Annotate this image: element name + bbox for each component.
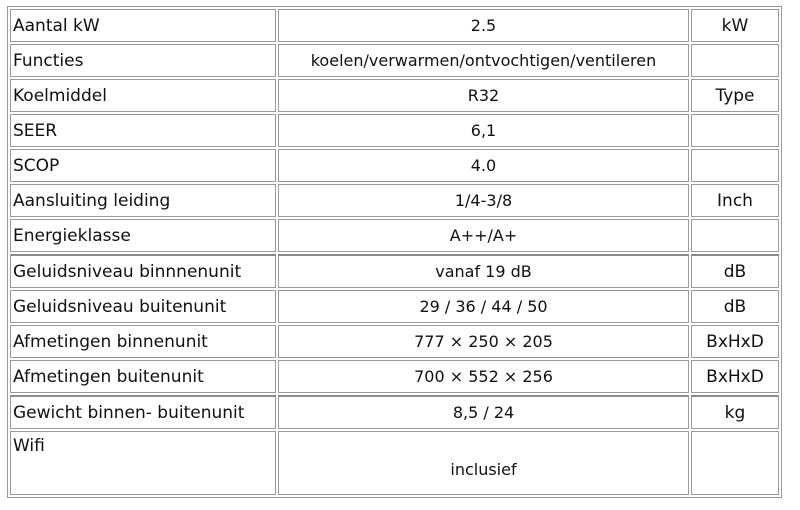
row-value: R32 bbox=[278, 79, 689, 112]
row-label: Geluidsniveau buitenunit bbox=[10, 290, 276, 323]
table-row bbox=[10, 219, 779, 252]
row-value: vanaf 19 dB bbox=[278, 254, 689, 288]
row-unit: kg bbox=[691, 395, 779, 429]
row-label: SEER bbox=[10, 114, 276, 147]
row-unit: dB bbox=[691, 254, 779, 288]
row-value: koelen/verwarmen/ontvochtigen/ventileren bbox=[278, 44, 689, 77]
row-value: inclusief bbox=[278, 431, 689, 495]
row-label: Functies bbox=[10, 44, 276, 77]
row-label: Energieklasse bbox=[10, 219, 276, 252]
row-label: Geluidsniveau binnnenunit bbox=[10, 254, 276, 288]
row-unit bbox=[691, 219, 779, 252]
row-value: 8,5 / 24 bbox=[278, 395, 689, 429]
table-row bbox=[10, 325, 779, 358]
table-row bbox=[10, 114, 779, 147]
row-value: 1/4-3/8 bbox=[278, 184, 689, 217]
table-row bbox=[10, 149, 779, 182]
table-row bbox=[10, 395, 779, 429]
row-label: Wifi bbox=[10, 431, 276, 495]
row-label: Koelmiddel bbox=[10, 79, 276, 112]
row-unit: dB bbox=[691, 290, 779, 323]
row-unit bbox=[691, 44, 779, 77]
table-row bbox=[10, 360, 779, 393]
row-unit bbox=[691, 149, 779, 182]
row-unit: kW bbox=[691, 9, 779, 42]
specifications-table bbox=[7, 6, 782, 498]
row-unit: BxHxD bbox=[691, 360, 779, 393]
row-value: 2.5 bbox=[278, 9, 689, 42]
table-row bbox=[10, 290, 779, 323]
table-row bbox=[10, 44, 779, 77]
row-value: 29 / 36 / 44 / 50 bbox=[278, 290, 689, 323]
row-unit bbox=[691, 431, 779, 495]
row-value: 700 × 552 × 256 bbox=[278, 360, 689, 393]
row-value: 777 × 250 × 205 bbox=[278, 325, 689, 358]
table-row bbox=[10, 431, 779, 495]
table-row bbox=[10, 9, 779, 42]
row-unit: Inch bbox=[691, 184, 779, 217]
row-label: Aantal kW bbox=[10, 9, 276, 42]
table-row bbox=[10, 79, 779, 112]
row-label: Gewicht binnen- buitenunit bbox=[10, 395, 276, 429]
row-value: 6,1 bbox=[278, 114, 689, 147]
row-unit: Type bbox=[691, 79, 779, 112]
row-value: A++/A+ bbox=[278, 219, 689, 252]
row-unit: BxHxD bbox=[691, 325, 779, 358]
table-row bbox=[10, 184, 779, 217]
row-value: 4.0 bbox=[278, 149, 689, 182]
row-label: SCOP bbox=[10, 149, 276, 182]
row-label: Aansluiting leiding bbox=[10, 184, 276, 217]
row-unit bbox=[691, 114, 779, 147]
row-label: Afmetingen buitenunit bbox=[10, 360, 276, 393]
table-row bbox=[10, 254, 779, 288]
row-label: Afmetingen binnenunit bbox=[10, 325, 276, 358]
